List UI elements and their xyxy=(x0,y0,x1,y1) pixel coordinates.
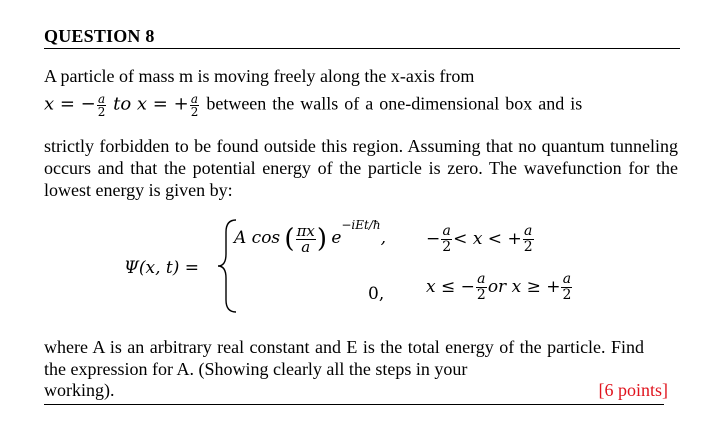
closing-paragraph: where A is an arbitrary real constant and E is the total energy of the particle. Find the expression for A. (Showing clearly all the steps in your xyxy=(44,337,644,379)
case2-condition: x ≤ − $\frac{a}{2}$ or x ≥ + $\frac{a}{2}$ xyxy=(426,271,572,303)
bottom-divider xyxy=(44,404,664,405)
frac-a-over-2-b: $\frac{a}{2}$ xyxy=(190,92,199,119)
psi-lhs: Ψ(x, t) = xyxy=(124,258,200,278)
frac-a-over-2: $\frac{a}{2}$ xyxy=(97,92,106,119)
case2-value: 0, xyxy=(368,284,385,304)
paragraph-body: strictly forbidden to be found outside this region. Assuming that no quantum tunneling occurs and that the potential energy of the particle is zero. The wavefunction for the lowest energy is given by: xyxy=(44,136,678,200)
case1-expression: A cos ( $\frac{\pi x}{a}$ ) $e^{-iEt/ħ}$, xyxy=(234,218,387,256)
case1-condition: − $\frac{a}{2}$ < x < + $\frac{a}{2}$ xyxy=(426,223,533,255)
intro-line: A particle of mass m is moving freely along the x-axis from xyxy=(44,66,475,86)
to-word: to xyxy=(107,93,137,115)
x-eq-plus: x = + xyxy=(136,93,189,115)
exponent: −iEt/ħ xyxy=(341,218,381,232)
points-label: [6 points] xyxy=(598,380,668,400)
range-after-text: between the walls of a one-dimensional box and is xyxy=(200,93,583,114)
question-title: QUESTION 8 xyxy=(44,26,155,46)
x-eq-minus: x = − xyxy=(44,93,96,115)
closing-last-line: working). xyxy=(44,380,115,400)
pi-x-over-a: $\frac{\pi x}{a}$ xyxy=(296,221,315,256)
